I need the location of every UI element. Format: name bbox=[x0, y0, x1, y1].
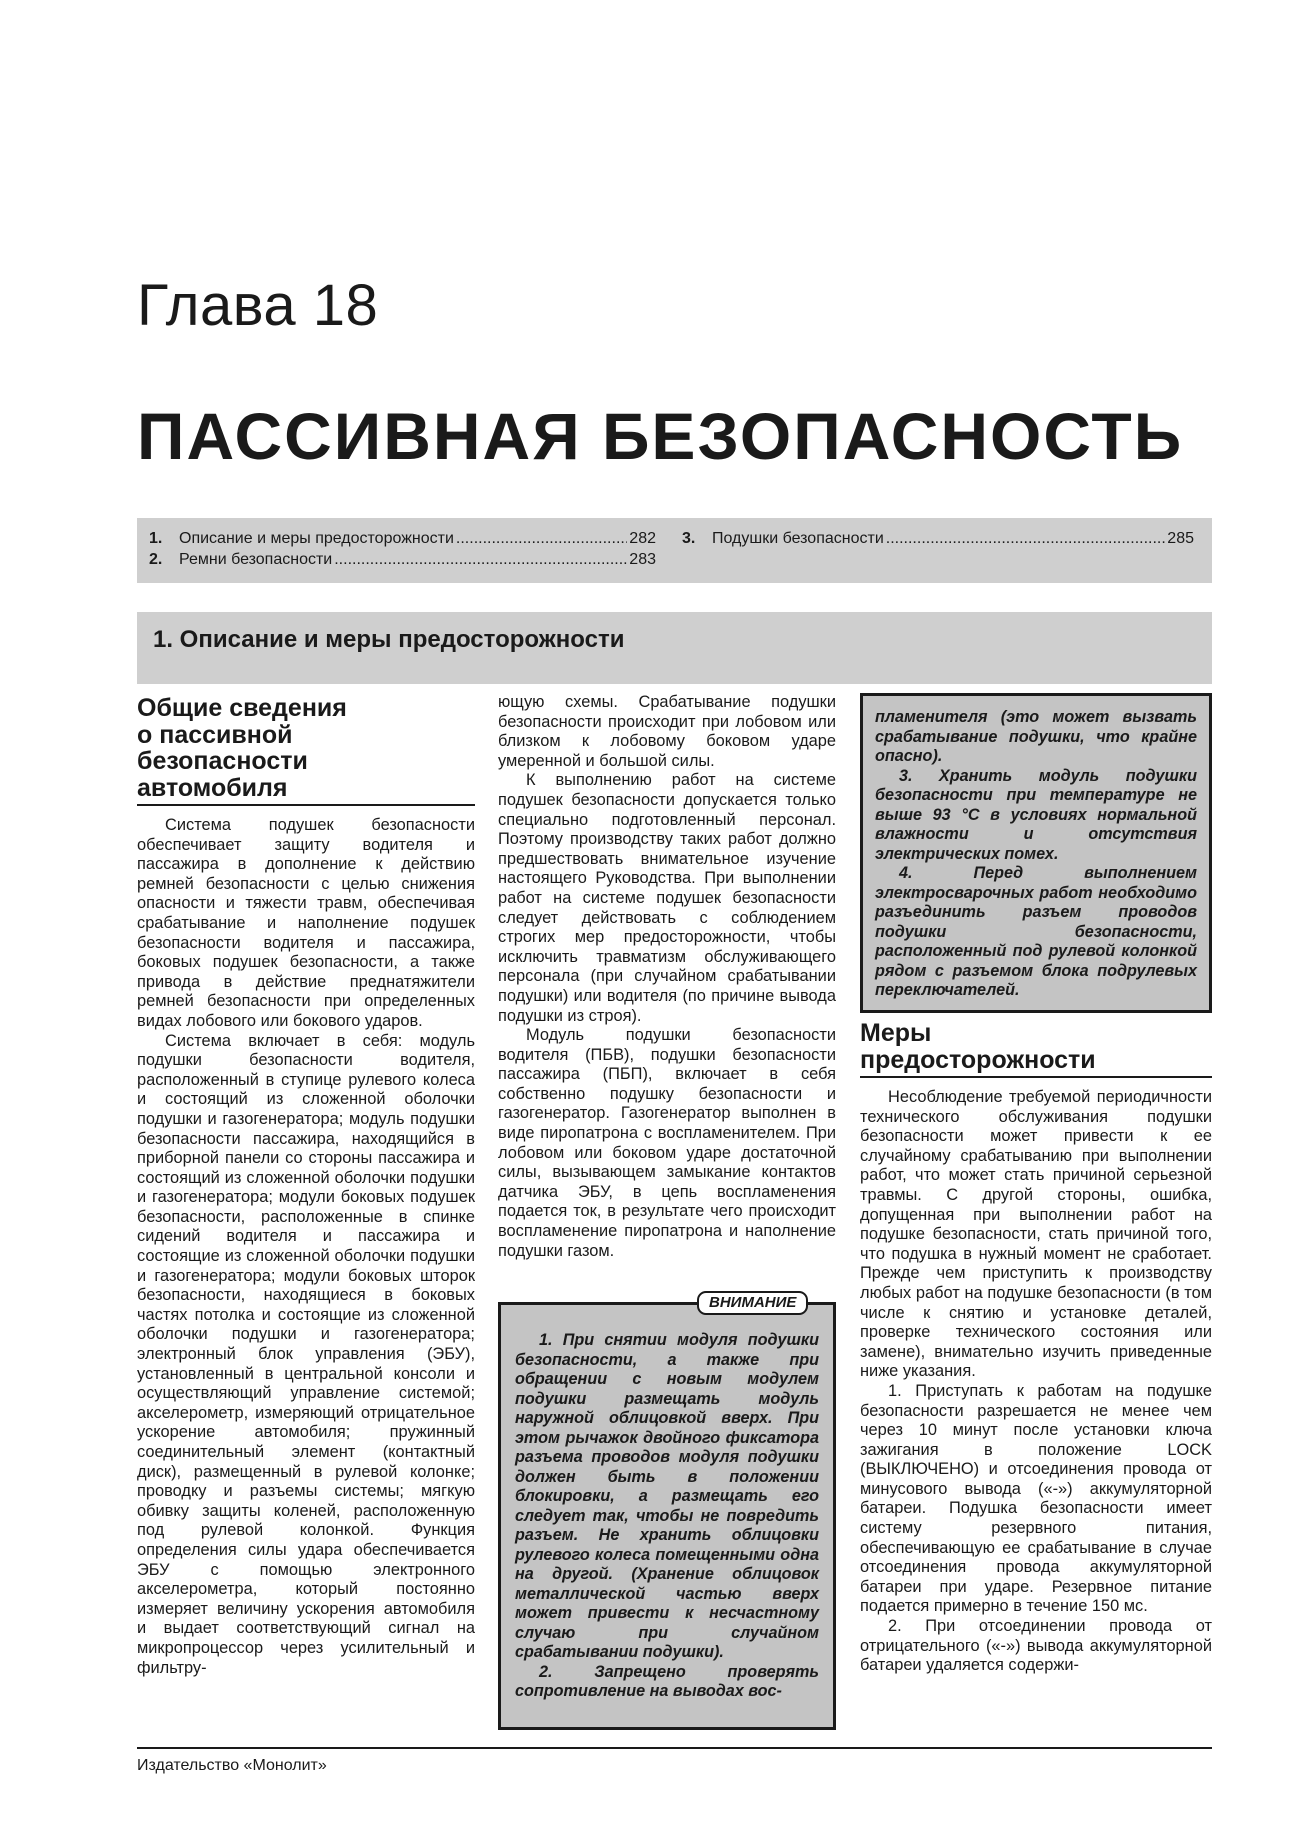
paragraph: 2. При отсоединении провода от отрицательного («-») вывода аккумуляторной батареи удаляется содержи- bbox=[860, 1617, 1212, 1675]
toc-page: 282 bbox=[629, 530, 656, 547]
toc-item[interactable] bbox=[149, 551, 656, 569]
section-header bbox=[137, 612, 1212, 684]
section-heading-general bbox=[137, 695, 475, 801]
warning-box-continued bbox=[860, 693, 1212, 1013]
heading-line: Общие сведения bbox=[137, 694, 347, 722]
toc-leader bbox=[334, 551, 627, 569]
toc-item[interactable] bbox=[149, 530, 656, 548]
column-left bbox=[137, 695, 475, 1678]
toc-label: Описание и меры предосторожности bbox=[179, 530, 454, 547]
paragraph: Система включает в себя: модуль подушки безопасности водителя, расположенный в ступице рулевого колеса и состоящий из сложенной оболочки подушки и газогенератора; модуль подушки безопасности пассажира, находящийся в приборной панели со стороны пассажира и состоящий из сложенной оболочки подушки и газогенератора; модули боковых подушек безопасности, расположенные в спинке сидений водителя и пассажира и состоящие из сложенной оболочки подушки и газогенератора; модули боковых шторок безопасности, находящиеся в боковых частях потолка и состоящие из сложенной оболочки подушки и газогенератора; электронный блок управления (ЭБУ), установленный в центральной консоли и осуществляющий управление системой; акселерометр, измеряющий отрицательное ускорение автомобиля; пружинный соединительный элемент (контактный диск), размещенный в рулевой колонке; проводку и разъемы системы; мягкую обивку защиты коленей, расположенную под рулевой колонкой. Функция определения силы удара обеспечивается ЭБУ с помощью электронного акселерометра, который постоянно измеряет величину ускорения автомобиля и выдает соответствующий сигнал на микропроцессор через усилительный и фильтру- bbox=[137, 1031, 475, 1677]
toc-label: Подушки безопасности bbox=[712, 530, 884, 547]
heading-line: предосторожности bbox=[860, 1045, 1096, 1074]
paragraph: Модуль подушки безопасности водителя (ПБВ), подушки безопасности пассажира (ПБП), включает в себя собственно подушку безопасности и газогенератор. Газогенератор выполнен в виде пиропатрона с воспламенителем. При лобовом или боковом ударе достаточной силы, вызывающем замыкание контактов датчика ЭБУ, в цепь воспламенения подается ток, в результате чего происходит воспламенение пиропатрона и наполнение подушки газом. bbox=[498, 1026, 836, 1260]
heading-line: о пассивной bbox=[137, 720, 293, 749]
paragraph: Система подушек безопасности обеспечивает защиту водителя и пассажира в дополнение к действию ремней безопасности с целью снижения опасности и тяжести травм, обеспечивая срабатывание и наполнение подушек безопасности водителя и пассажира, боковых подушек безопасности, а также привода в действие преднатяжители ремней безопасности при определенных видах лобового или бокового ударов. bbox=[137, 816, 475, 1030]
column-right bbox=[860, 1020, 1212, 1676]
warning-paragraph: 1. При снятии модуля подушки безопасности, а также при обращении с новым модулем подушки размещать модуль наружной облицовкой вверх. При этом рычажок двойного фиксатора разъема проводов модуля подушки должен быть в положении блокировки, а размещать его следует так, чтобы не повредить разъем. Не хранить облицовки рулевого колеса помещенными одна на другой. (Хранение облицовок металлической частью вверх может привести к несчастному случаю при случайном срабатывании подушки). bbox=[515, 1331, 819, 1661]
paragraph: ющую схемы. Срабатывание подушки безопасности происходит при лобовом или близком к лобовому боковом ударе умеренной и большой силы. bbox=[498, 693, 836, 770]
attention-box bbox=[498, 1302, 836, 1730]
toc-item[interactable] bbox=[682, 530, 1194, 548]
toc-page: 283 bbox=[629, 551, 656, 568]
section-heading-precautions bbox=[860, 1020, 1212, 1073]
heading-rule bbox=[860, 1076, 1212, 1078]
publisher-footer: Издательство «Монолит» bbox=[137, 1757, 327, 1774]
chapter-title: ПАССИВНАЯ БЕЗОПАСНОСТЬ bbox=[137, 399, 1184, 473]
toc-leader bbox=[456, 530, 627, 548]
heading-rule bbox=[137, 804, 475, 806]
toc-label: Ремни безопасности bbox=[179, 551, 333, 568]
warning-paragraph: 3. Хранить модуль подушки безопасности при температуре не выше 93 °С в условиях нормальной влажности и отсутствия электрических помех. bbox=[875, 766, 1197, 863]
warning-paragraph: 2. Запрещено проверять сопротивление на выводах вос- bbox=[515, 1662, 819, 1700]
footer-rule bbox=[137, 1747, 1212, 1749]
toc-page: 285 bbox=[1167, 530, 1194, 547]
warning-paragraph: 4. Перед выполнением электросварочных работ необходимо разъединить разъем проводов подушки безопасности, расположенный под рулевой колонкой рядом с разъемом блока подрулевых переключателей. bbox=[875, 864, 1197, 999]
heading-line: автомобиля bbox=[137, 773, 288, 802]
paragraph: 1. Приступать к работам на подушке безопасности разрешается не менее чем через 10 минут после установки ключа зажигания в положение LOCK (ВЫКЛЮЧЕНО) и отсоединения провода от минусового вывода («-») аккумуляторной батареи. Подушка безопасности имеет систему резервного питания, обеспечивающую ее срабатывание в случае отсоединения провода аккумуляторной батареи при ударе. Резервное питание подается примерно в течение 150 мс. bbox=[860, 1381, 1212, 1616]
paragraph: Несоблюдение требуемой периодичности технического обслуживания подушки безопасности может привести к ее случайному срабатыванию при выполнении работ, что может стать причиной серьезной травмы. С другой стороны, ошибка, допущенная при выполнении работ на подушке безопасности, стать причиной того, что подушка в нужный момент не сработает. Прежде чем приступить к производству любых работ на подушке безопасности (в том числе к снятию и установке деталей, проверке технического состояния или замене), внимательно изучить приведенные ниже указания. bbox=[860, 1088, 1212, 1381]
paragraph: К выполнению работ на системе подушек безопасности допускается только специально подготовленный персонал. Поэтому производству таких работ должно предшествовать внимательное изучение настоящего Руководства. При выполнении работ на системе подушек безопасности следует действовать с соблюдением строгих мер предосторожности, чтобы исключить травматизм обслуживающего персонала (при случайном срабатывании подушки) или водителя (по причине вывода подушки из строя). bbox=[498, 771, 836, 1025]
warning-paragraph: пламенителя (это может вызвать срабатывание подушки, что крайне опасно). bbox=[875, 708, 1197, 765]
toc-number: 1. bbox=[149, 530, 163, 547]
chapter-label: Глава 18 bbox=[137, 273, 379, 338]
toc-number: 2. bbox=[149, 551, 163, 568]
toc-number: 3. bbox=[682, 530, 696, 547]
toc-leader bbox=[886, 530, 1166, 548]
table-of-contents bbox=[137, 518, 1212, 583]
heading-line: Меры bbox=[860, 1019, 932, 1047]
attention-label: ВНИМАНИЕ bbox=[697, 1291, 808, 1315]
column-middle bbox=[498, 693, 836, 1261]
heading-line: безопасности bbox=[137, 747, 308, 775]
section-title: 1. Описание и меры предосторожности bbox=[153, 626, 625, 653]
